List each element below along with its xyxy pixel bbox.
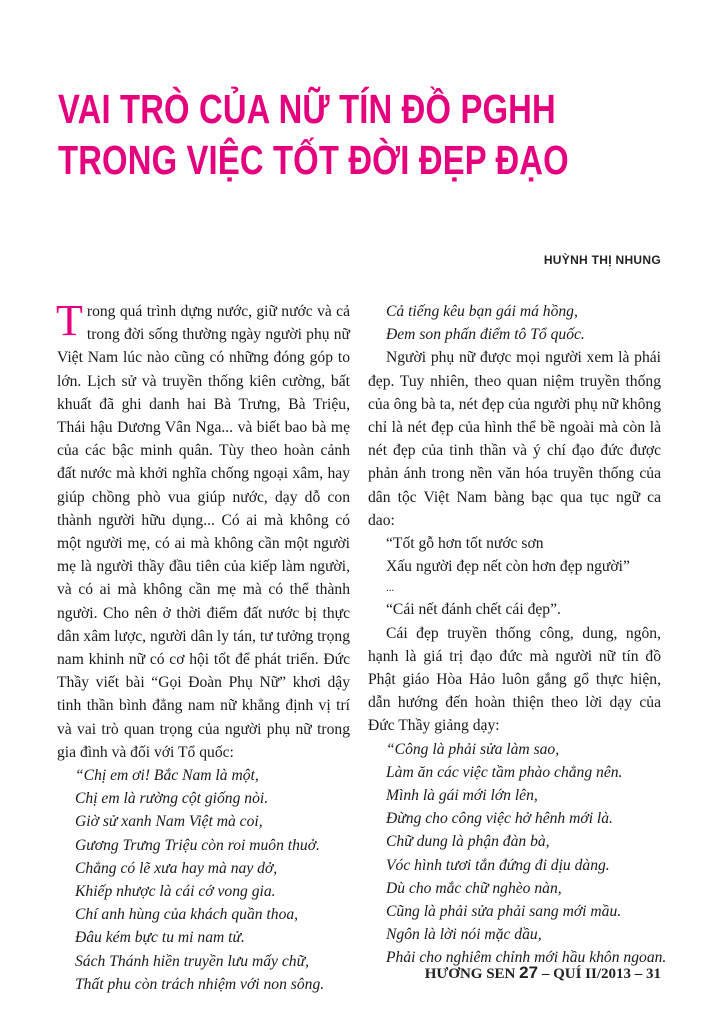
body-paragraph: Người phụ nữ được mọi người xem là phái đẹp. Tuy nhiên, theo quan niệm truyền thống của ông bà ta, nét đẹp của người phụ nữ không chỉ là nét đẹp của hình thể bề ngoài mà còn là nét đẹp của tinh thần và ý chí đạo đức được phản ánh trong nền văn hóa truyền thống của dân tộc Việt Nam bàng bạc qua tục ngữ ca dao:: [368, 349, 661, 529]
article-title: [58, 84, 569, 186]
poem-right-bottom: [368, 738, 667, 970]
verse-line: Chữ dung là phận đàn bà,: [386, 833, 550, 851]
intro-paragraph: [56, 296, 350, 764]
verse-line: Cả tiếng kêu bạn gái má hồng,: [386, 303, 578, 320]
verse-line: Chẳng có lẽ xưa hay mà nay dở,: [75, 859, 278, 877]
issue-label: – QUÍ II/2013 –: [541, 966, 643, 982]
article-title-line-1: VAI TRÒ CỦA NỮ TÍN ĐỒ PGHH: [58, 86, 556, 132]
verse-line: “Chị em ơi! Bắc Nam là một,: [75, 767, 259, 785]
proverb-line: “Cái nết đánh chết cái đẹp”.: [386, 601, 561, 619]
right-column: [368, 300, 667, 970]
verse-line: Giờ sử xanh Nam Việt mà coi,: [75, 813, 263, 831]
drop-cap: T: [56, 296, 83, 345]
proverb-line: “Tốt gỗ hơn tốt nước sơn: [386, 535, 544, 553]
verse-line: Mình là gái mới lớn lên,: [386, 787, 538, 805]
verse-line: Chị em là rường cột giống nòi.: [75, 790, 269, 808]
page-footer: [425, 963, 661, 983]
verse-line: Dù cho mắc chữ nghèo nàn,: [386, 879, 562, 897]
verse-line: Đâu kém bực tu mi nam tử.: [75, 929, 245, 947]
article-title-line-2: TRONG VIỆC TỐT ĐỜI ĐẸP ĐẠO: [58, 137, 569, 183]
poem-right-top: [368, 300, 661, 346]
issue-number: 27: [519, 963, 539, 982]
verse-line: Phải cho nghiêm chỉnh mới hầu khôn ngoan.: [386, 949, 667, 967]
left-column: [56, 296, 350, 996]
verse-line: Khiếp nhược là cái cớ vong gia.: [75, 883, 276, 901]
verse-line: Chí anh hùng của khách quần thoa,: [75, 906, 299, 924]
verse-line: Đem son phấn điểm tô Tổ quốc.: [386, 326, 585, 344]
verse-line: Ngôn là lời nói mặc dầu,: [386, 926, 542, 944]
verse-line: Đừng cho công việc hở hênh mới là.: [386, 810, 613, 828]
poem-left: [57, 764, 350, 996]
verse-line: Thất phu còn trách nhiệm với non sông.: [75, 975, 325, 993]
ellipsis: ...: [386, 582, 395, 595]
author-name: HUỲNH THỊ NHUNG: [543, 253, 661, 267]
verse-line: Vóc hình tươi tắn đứng đi dịu dàng.: [386, 856, 610, 874]
verse-line: “Công là phải sửa làm sao,: [386, 740, 560, 758]
body-paragraph: Cái đẹp truyền thống công, dung, ngôn, hạnh là giá trị đạo đức mà người nữ tín đồ Phật giáo Hòa Hảo luôn gắng gổ thực hiện, dẫn hướng đến hoàn thiện theo lời dạy của Đức Thầy giảng dạy:: [368, 624, 661, 735]
page-number: 31: [646, 966, 661, 982]
verse-line: Làm ăn các việc tầm phào chẳng nên.: [386, 763, 623, 781]
verse-line: Sách Thánh hiền truyền lưu mấy chữ,: [75, 952, 309, 970]
magazine-name: HƯƠNG SEN: [424, 966, 516, 982]
verse-line: Cũng là phải sửa phải sang mới mầu.: [386, 903, 622, 921]
intro-text: rong quá trình dựng nước, giữ nước và cả trong đời sống thường ngày người phụ nữ Việt Nam lúc nào cũng có những đóng góp to lớn. Lịch sử và truyền thống kiên cường, bất khuất đã ghi danh hai Bà Trưng, Bà Triệu, Thái hậu Dương Vân Nga... và biết bao bà mẹ của các bậc minh quân. Tùy theo hoàn cảnh đất nước mà khởi nghĩa chống ngoại xâm, hay giúp chồng phò vua giúp nước, dạy dỗ con thành người hữu dụng... Có ai mà không có một người mẹ, có ai mà không cần một người mẹ là người thầy đầu tiên của kiếp làm người, và có ai mà không cần mẹ mà có thể thành người. Cho nên ở thời điểm đất nước bị thực dân xâm lược, người dân ly tán, tư tưởng trọng nam khinh nữ có cơ hội tốt để phát triển. Đức Thầy viết bài “Gọi Đoàn Phụ Nữ” khơi dậy tinh thần bình đẳng nam nữ khẳng định vị trí và vai trò quan trọng của người phụ nữ trong gia đình và đối với Tổ quốc:: [57, 303, 350, 761]
proverb-line: Xấu người đẹp nết còn hơn đẹp người”: [386, 558, 630, 576]
verse-line: Gương Trưng Triệu còn roi muôn thuở.: [75, 836, 320, 854]
